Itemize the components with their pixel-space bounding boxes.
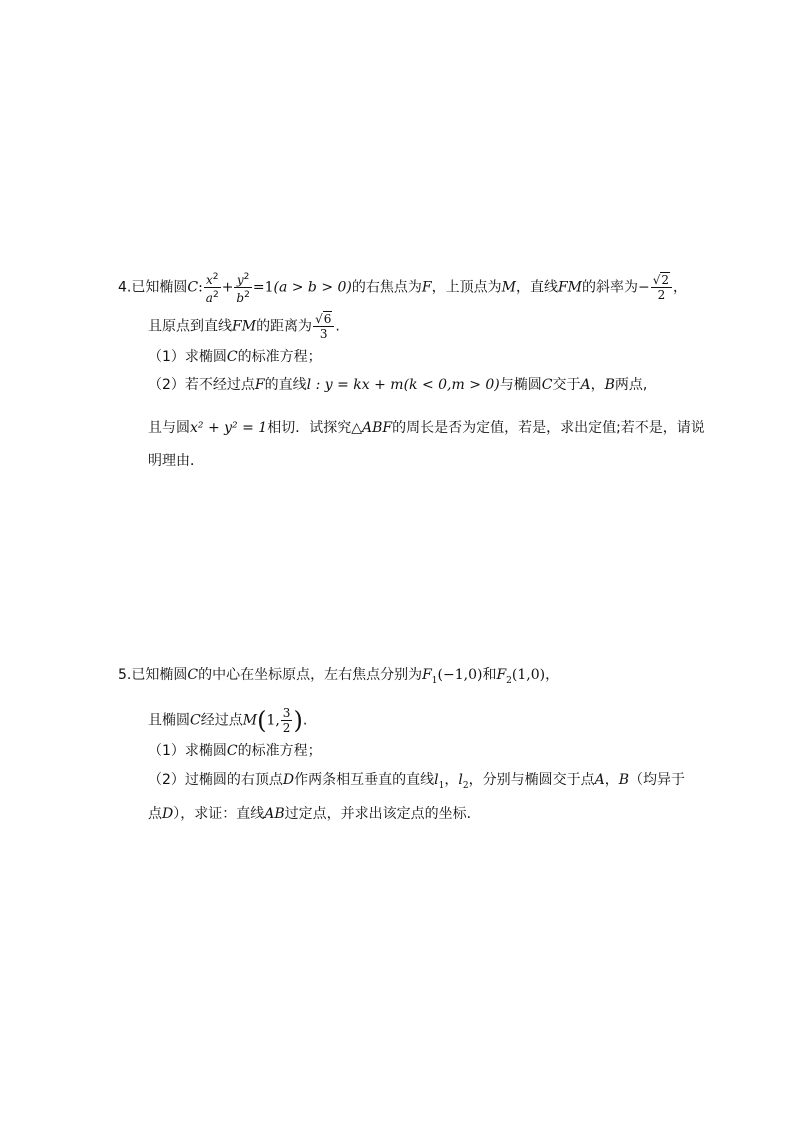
p4-line-2: 且原点到直线FM的距离为 $\frac{√6}{3}$ . (148, 312, 340, 341)
fraction-sqrt2-2: $\frac{√2}{2}$ (651, 273, 672, 302)
p5-number: 5. (118, 667, 132, 683)
p4-question-2-end: 明理由． (148, 453, 204, 469)
p5-question-2: （2）过椭圆的右顶点D作两条相互垂直的直线$l_1$，$l_2$，分别与椭圆交于点A，B（均异于 (148, 772, 686, 791)
p5-question-1: （1）求椭圆C的标准方程； (148, 743, 322, 759)
p4-question-2: （2）若不经过点F的直线l : y = kx + m(k < 0,m > 0)与椭圆C交于A，B两点, (148, 377, 648, 393)
fraction-3-2: $\frac{3}{2}$ (282, 706, 291, 735)
p5-line-1: 5.已知椭圆C的中心在坐标原点，左右焦点分别为$F_1(-1,0)$和$F_2(1,0)$， (118, 667, 560, 686)
fraction-x2-a2: $\frac{x^2}{a^2}$ (205, 272, 219, 305)
p5-question-2-cont: 点D），求证：直线AB过定点，并求出该定点的坐标． (148, 806, 481, 822)
p4-question-1: （1）求椭圆C的标准方程； (148, 349, 322, 365)
p4-line-1: 4.已知椭圆C: $\frac{x^2}{a^2}$ + $\frac{y^2}{b^2}$ =1(a > b > 0)的右焦点为F，上顶点为M，直线FM的斜率为− $\frac{√2}{2}$ ， (118, 272, 688, 305)
p5-line-2: 且椭圆C经过点M(1, $\frac{3}{2}$ ). (148, 706, 308, 735)
p4-number: 4. (118, 279, 132, 296)
p4-question-2-cont: 且与圆x² + y² = 1相切．试探究△ABF的周长是否为定值，若是，求出定值;若不是，请说 (148, 420, 705, 436)
fraction-y2-b2: $\frac{y^2}{b^2}$ (236, 272, 250, 305)
fraction-sqrt6-3: $\frac{√6}{3}$ (313, 312, 334, 341)
